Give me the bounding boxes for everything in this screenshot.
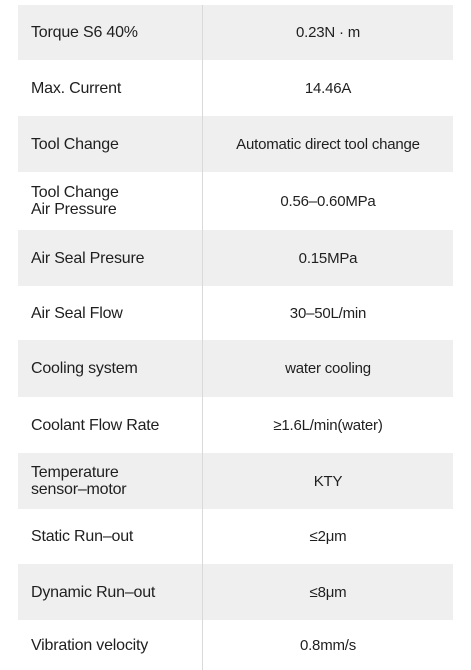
spec-value-cell — [203, 453, 453, 509]
spec-label: Coolant Flow Rate — [31, 416, 160, 434]
spec-value-cell — [203, 60, 453, 116]
spec-value-cell — [203, 116, 453, 172]
spec-value-cell — [203, 564, 453, 620]
spec-label-cell — [18, 230, 203, 286]
spec-label: Dynamic Run–out — [31, 583, 156, 601]
spec-label: Temperature sensor–motor — [31, 464, 127, 498]
spec-row-coolant-flow-rate — [18, 397, 453, 453]
spec-value: Automatic direct tool change — [236, 135, 420, 153]
spec-row-torque — [18, 5, 453, 60]
spec-label-cell — [18, 620, 203, 670]
spec-label: Static Run–out — [31, 528, 134, 545]
spec-label: Air Seal Flow — [31, 304, 123, 322]
spec-label-cell — [18, 340, 203, 397]
spec-label: Tool Change — [31, 135, 119, 153]
spec-value: ≥1.6L/min(water) — [273, 416, 383, 434]
spec-label-cell — [18, 509, 203, 564]
spec-label-cell — [18, 397, 203, 453]
spec-label: Max. Current — [31, 79, 122, 97]
spec-row-tool-change-air-pressure — [18, 172, 453, 230]
spec-label-cell — [18, 564, 203, 620]
spec-label-cell — [18, 453, 203, 509]
spec-value: KTY — [313, 472, 343, 490]
spec-label: Air Seal Presure — [31, 249, 145, 267]
spec-label-cell — [18, 172, 203, 230]
spec-row-temperature-sensor — [18, 453, 453, 509]
spec-value: water cooling — [285, 360, 371, 377]
spec-row-air-seal-flow — [18, 286, 453, 340]
spec-label-cell — [18, 116, 203, 172]
spec-label: Torque S6 40% — [31, 24, 138, 41]
spec-label-cell — [18, 60, 203, 116]
spec-table — [18, 0, 453, 670]
spec-value: 0.23N · m — [295, 24, 361, 41]
spec-value-cell — [203, 340, 453, 397]
spec-value-cell — [203, 397, 453, 453]
spec-value-cell — [203, 509, 453, 564]
spec-label-cell — [18, 286, 203, 340]
spec-value: ≤2μm — [309, 528, 347, 545]
spec-value: 0.8mm/s — [299, 636, 357, 654]
spec-value-cell — [203, 620, 453, 670]
spec-row-tool-change — [18, 116, 453, 172]
spec-label: Cooling system — [31, 360, 138, 377]
spec-value: ≤8μm — [309, 583, 347, 601]
spec-value-cell — [203, 172, 453, 230]
spec-row-vibration-velocity — [18, 620, 453, 670]
spec-label-cell — [18, 5, 203, 60]
spec-label: Tool Change Air Pressure — [31, 184, 119, 218]
spec-row-static-run-out — [18, 509, 453, 564]
spec-value: 30–50L/min — [289, 304, 367, 322]
spec-label: Vibration velocity — [31, 636, 149, 654]
spec-row-air-seal-pressure — [18, 230, 453, 286]
spec-row-max-current — [18, 60, 453, 116]
spec-value: 0.56–0.60MPa — [280, 192, 376, 210]
spec-value-cell — [203, 5, 453, 60]
spec-value-cell — [203, 286, 453, 340]
spec-value: 14.46A — [304, 79, 352, 97]
spec-value-cell — [203, 230, 453, 286]
spec-value: 0.15MPa — [298, 249, 358, 267]
spec-row-dynamic-run-out — [18, 564, 453, 620]
spec-row-cooling-system — [18, 340, 453, 397]
